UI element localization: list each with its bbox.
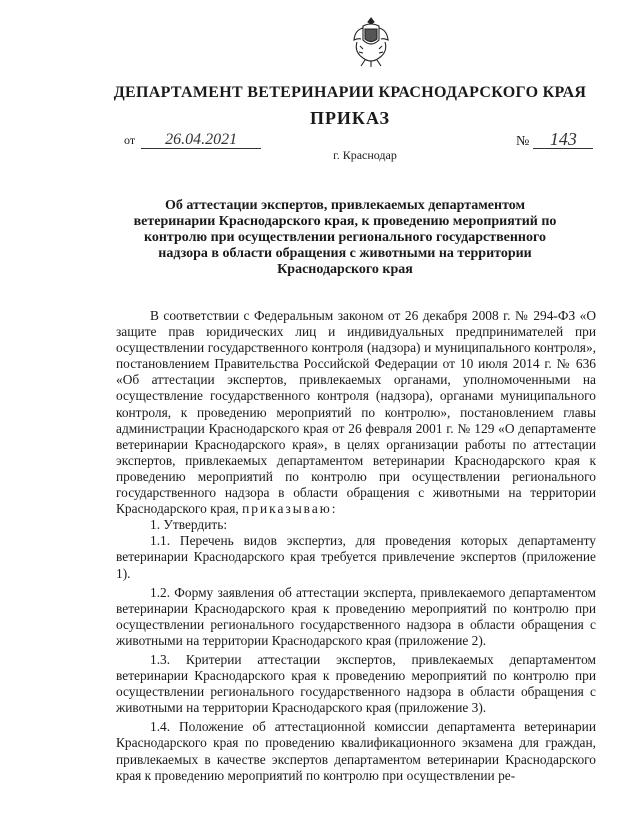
number-line <box>516 130 593 150</box>
item-1-2: 1.2. Форму заявления об аттестации эксперта, привлекаемого департаментом ветеринарии Краснодарского края к проведению мероприятий по контролю при осуществлении регионального государственного надзора в области обращения с животными на территории Краснодарского края (приложение 2). <box>116 584 596 648</box>
document-type: ПРИКАЗ <box>309 108 391 128</box>
date-line <box>124 132 261 149</box>
command-word: приказываю: <box>242 501 338 517</box>
order-date: 26.04.2021 <box>141 132 261 149</box>
item-1-3: 1.3. Критерии аттестации экспертов, привлекаемых департаментом ветеринарии Краснодарского края к проведению мероприятий по контролю при осуществлении регионального государственного надзора в области обращения с животными на территории Краснодарского края (приложение 3). <box>116 651 596 716</box>
date-prefix: от <box>124 133 136 147</box>
department-name: ДЕПАРТАМЕНТ ВЕТЕРИНАРИИ КРАСНОДАРСКОГО КРАЯ <box>113 84 587 101</box>
item-1: 1. Утвердить: <box>150 517 228 533</box>
item-1-1: 1.1. Перечень видов экспертиз, для проведения которых департаменту ветеринарии Краснодарского края требуется привлечение экспертов (приложение 1). <box>116 533 596 581</box>
preamble-paragraph <box>116 308 596 517</box>
order-number: 143 <box>533 130 593 149</box>
order-body <box>116 308 596 787</box>
order-title: Об аттестации экспертов, привлекаемых департаментом ветеринарии Краснодарского края, к проведению мероприятий по контролю при осуществлении регионального государственного надзора в области обращения с животными на территории Краснодарского края <box>133 198 557 277</box>
number-prefix: № <box>516 134 530 149</box>
item-1-4: 1.4. Положение об аттестационной комиссии департамента ветеринарии Краснодарского края по проведению квалификационного экзамена для граждан, привлекаемых в качестве экспертов департаментом ветеринарии Краснодарского края к проведению мероприятий по контролю при осуществлении ре- <box>116 719 596 783</box>
city: г. Краснодар <box>333 148 397 162</box>
preamble-text: В соответствии с Федеральным законом от 26 декабря 2008 г. № 294-ФЗ «О защите прав юридических лиц и индивидуальных предпринимателей при осуществлении государственного контроля (надзора) и муниципального контроля», постановлением Правительства Российской Федерации от 10 июля 2014 г. № 636 «Об аттестации экспертов, привлекаемых органами, уполномоченными на осуществление государственного контроля (надзора), органами муниципального контроля, к проведению мероприятий по контролю», постановлением главы администрации Краснодарского края от 26 февраля 2001 г. № 129 «О департаменте ветеринарии Краснодарского края», в целях организации работы по аттестации экспертов, привлекаемых департаментом ветеринарии Краснодарского края к проведению мероприятий по контролю при осуществлении регионального государственного надзора в области обращения с животными на территории Краснодарского края, <box>116 308 596 517</box>
coat-of-arms-icon <box>351 14 391 68</box>
